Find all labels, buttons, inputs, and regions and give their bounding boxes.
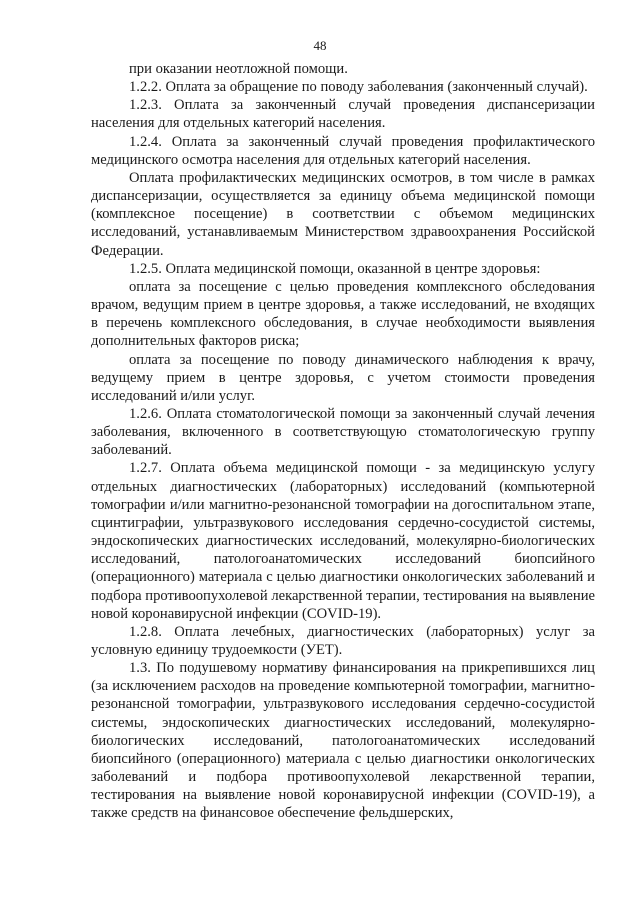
paragraph-1-2-8: 1.2.8. Оплата лечебных, диагностических (лабораторных) услуг за условную единицу трудоемкости (УЕТ). <box>91 623 595 658</box>
paragraph-dynamic-observation-payment: оплата за посещение по поводу динамического наблюдения к врачу, ведущему прием в центре здоровья, с учетом стоимости проведения исследований и/или услуг. <box>91 351 595 404</box>
paragraph-1-2-7: 1.2.7. Оплата объема медицинской помощи - за медицинскую услугу отдельных диагностических (лабораторных) исследований (компьютерной томографии и/или магнитно-резонансной томографии на догоспитальном этапе, сцинтиграфии, ультразвукового исследования сердечно-сосудистой системы, эндоскопических диагностических исследований, молекулярно-биологических исследований, патологоанатомических исследований биопсийного (операционного) материала с целью диагностики онкологических заболеваний и подбора противоопухолевой лекарственной терапии, тестирования на выявление новой коронавирусной инфекции (COVID-19). <box>91 460 595 622</box>
paragraph-continuation: при оказании неотложной помощи. <box>129 61 348 77</box>
page-number: 48 <box>313 38 327 53</box>
paragraph-1-2-6: 1.2.6. Оплата стоматологической помощи за законченный случай лечения заболевания, включенного в соответствующую стоматологическую группу заболеваний. <box>91 405 595 459</box>
paragraph-complex-exam-payment: оплата за посещение с целью проведения комплексного обследования врачом, ведущим прием в центре здоровья, а также исследований, не входящих в перечень комплексного обследования, в случае необходимости выявления дополнительных факторов риска; <box>91 278 595 350</box>
document-body <box>91 60 595 823</box>
paragraph-1-2-3: 1.2.3. Оплата за законченный случай проведения диспансеризации населения для отдельных категорий населения. <box>91 97 595 132</box>
paragraph-1-2-5: 1.2.5. Оплата медицинской помощи, оказанной в центре здоровья: <box>129 260 541 277</box>
paragraph-1-3: 1.3. По подушевому нормативу финансирования на прикрепившихся лиц (за исключением расходов на проведение компьютерной томографии, магнитно-резонансной томографии, ультразвукового исследования сердечно-сосудистой системы, эндоскопических диагностических исследований, молекулярно-биологических исследований, патологоанатомических исследований биопсийного (операционного) материала с целью диагностики онкологических заболеваний и подбора противоопухолевой лекарственной терапии, тестирования на выявление новой коронавирусной инфекции (COVID-19), а также средств на финансовое обеспечение фельдшерских, <box>91 660 595 822</box>
paragraph-1-2-2: 1.2.2. Оплата за обращение по поводу заболевания (законченный случай). <box>129 79 588 96</box>
paragraph-preventive-exams: Оплата профилактических медицинских осмотров, в том числе в рамках диспансеризации, осуществляется за единицу объема медицинской помощи (комплексное посещение) в соответствии с объемом медицинских исследований, устанавливаемым Министерством здравоохранения Российской Федерации. <box>91 169 595 259</box>
paragraph-1-2-4: 1.2.4. Оплата за законченный случай проведения профилактического медицинского осмотра населения для отдельных категорий населения. <box>91 133 595 168</box>
